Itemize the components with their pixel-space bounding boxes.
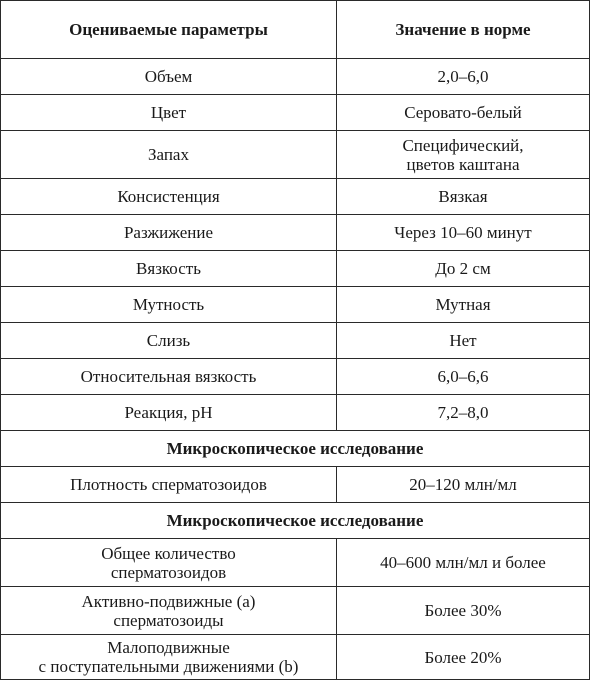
header-row (1, 1, 590, 59)
param-cell: Консистенция (1, 179, 337, 215)
table-row (1, 539, 590, 587)
table-row (1, 179, 590, 215)
param-cell: Плотность сперматозоидов (1, 467, 337, 503)
table-row (1, 95, 590, 131)
table-row (1, 131, 590, 179)
section-heading: Микроскопическое исследование (1, 503, 590, 539)
value-cell: Более 20% (337, 635, 590, 680)
param-cell: Мутность (1, 287, 337, 323)
table-row (1, 395, 590, 431)
table-row (1, 467, 590, 503)
param-cell: Реакция, pH (1, 395, 337, 431)
value-cell: Через 10–60 минут (337, 215, 590, 251)
value-cell: Более 30% (337, 587, 590, 635)
table-row (1, 251, 590, 287)
param-cell: Вязкость (1, 251, 337, 287)
param-cell: Малоподвижные с поступательными движениями (b) (1, 635, 337, 680)
table-row (1, 635, 590, 680)
param-cell: Общее количество сперматозоидов (1, 539, 337, 587)
param-cell: Активно-подвижные (a) сперматозоиды (1, 587, 337, 635)
value-cell: Вязкая (337, 179, 590, 215)
param-cell: Разжижение (1, 215, 337, 251)
param-cell: Относительная вязкость (1, 359, 337, 395)
value-cell: Мутная (337, 287, 590, 323)
param-cell: Цвет (1, 95, 337, 131)
table-row (1, 359, 590, 395)
section-row (1, 503, 590, 539)
header-normal-value: Значение в норме (337, 1, 590, 59)
table-row (1, 287, 590, 323)
value-cell: 6,0–6,6 (337, 359, 590, 395)
section-row (1, 431, 590, 467)
param-cell: Слизь (1, 323, 337, 359)
value-cell: 40–600 млн/мл и более (337, 539, 590, 587)
param-cell: Запах (1, 131, 337, 179)
table-row (1, 215, 590, 251)
section-heading: Микроскопическое исследование (1, 431, 590, 467)
value-cell: 7,2–8,0 (337, 395, 590, 431)
param-cell: Объем (1, 59, 337, 95)
table-row (1, 323, 590, 359)
value-cell: Сероватo-белый (337, 95, 590, 131)
value-cell: До 2 см (337, 251, 590, 287)
table-row (1, 587, 590, 635)
value-cell: 20–120 млн/мл (337, 467, 590, 503)
table-row (1, 59, 590, 95)
header-parameter: Оцениваемые параметры (1, 1, 337, 59)
value-cell: Нет (337, 323, 590, 359)
value-cell: 2,0–6,0 (337, 59, 590, 95)
value-cell: Специфический, цветов каштана (337, 131, 590, 179)
